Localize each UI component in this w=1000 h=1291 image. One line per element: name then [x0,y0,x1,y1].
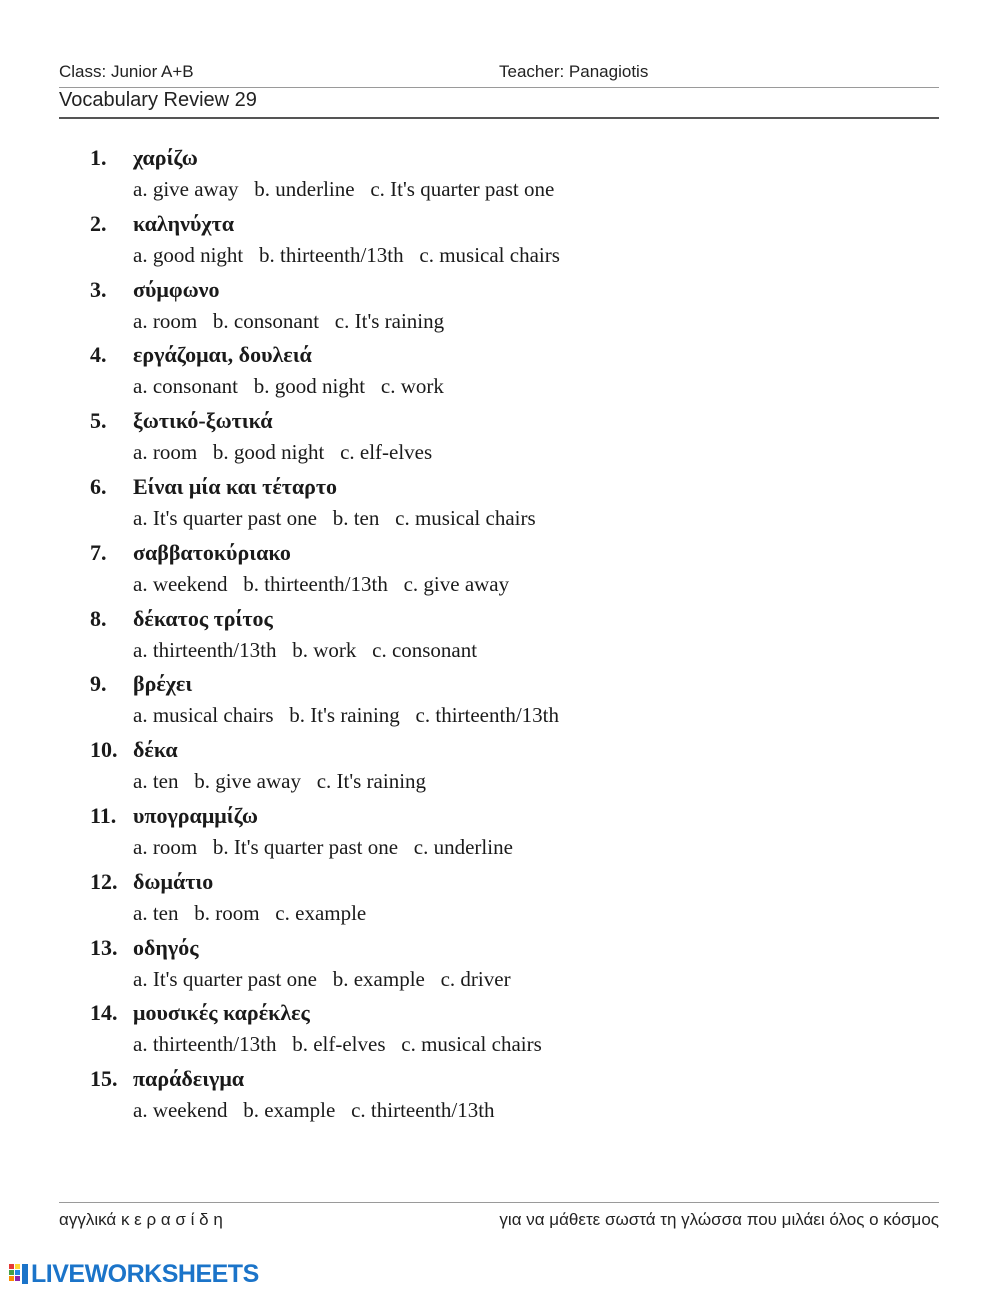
question-word: εργάζομαι, δουλειά [133,342,312,368]
answer-options[interactable]: a. thirteenth/13th b. elf-elves c. musical chairs [133,1032,542,1057]
question-word: Είναι μία και τέταρτο [133,473,338,499]
question-number: 4. [90,342,107,368]
question-number: 7. [90,539,107,565]
answer-options[interactable]: a. room b. It's quarter past one c. underline [133,834,513,859]
question-number: 11. [90,802,117,828]
question-number: 5. [90,408,107,434]
question-word: δέκα [133,737,178,763]
question-word: δωμάτιο [133,868,214,894]
question-word: καληνύχτα [133,210,234,236]
page-title: Vocabulary Review 29 [59,89,257,111]
teacher-label: Teacher: Panagiotis [499,62,649,81]
question-number: 10. [90,737,118,763]
question-item [90,1062,870,1128]
liveworksheets-logo-icon [9,1262,29,1286]
question-number: 15. [90,1066,118,1092]
brand-name: LIVEWORKSHEETS [31,1259,259,1288]
question-word: παράδειγμα [133,1066,245,1092]
answer-options[interactable]: a. thirteenth/13th b. work c. consonant [133,637,478,662]
answer-options[interactable]: a. ten b. give away c. It's raining [133,769,427,794]
answer-options[interactable]: a. It's quarter past one b. example c. driver [133,966,511,991]
header-divider [59,87,939,88]
question-item [90,602,870,668]
question-item [90,799,870,865]
footer-left-text: αγγλικά κ ε ρ α σ ί δ η [59,1210,223,1229]
question-item [90,667,870,733]
answer-options[interactable]: a. give away b. underline c. It's quarter past one [133,177,555,201]
answer-options[interactable]: a. room b. consonant c. It's raining [133,308,445,333]
page-header [59,62,939,86]
footer-right-text: για να μάθετε σωστά τη γλώσσα που μιλάει όλος ο κόσμος [499,1210,939,1229]
question-number: 8. [90,605,107,631]
question-number: 14. [90,1000,118,1026]
question-number: 9. [90,671,107,697]
question-list [90,141,870,1128]
class-label: Class: Junior A+B [59,62,194,81]
question-word: μουσικές καρέκλες [133,1000,310,1026]
question-number: 3. [90,276,107,302]
question-item [90,141,870,207]
question-word: βρέχει [133,671,193,697]
answer-options[interactable]: a. good night b. thirteenth/13th c. musical chairs [133,242,560,267]
question-word: σαββατοκύριακο [133,539,291,565]
question-word: σύμφωνο [133,276,220,302]
question-number: 12. [90,868,118,894]
question-word: χαρίζω [133,145,198,170]
question-number: 13. [90,934,118,960]
title-divider [59,117,939,119]
answer-options[interactable]: a. weekend b. example c. thirteenth/13th [133,1098,495,1123]
answer-options[interactable]: a. It's quarter past one b. ten c. musical chairs [133,505,536,530]
question-item [90,470,870,536]
answer-options[interactable]: a. musical chairs b. It's raining c. thirteenth/13th [133,703,560,728]
question-word: οδηγός [133,934,199,960]
question-word: δέκατος τρίτος [133,605,273,631]
question-number: 6. [90,473,107,499]
question-item [90,338,870,404]
brand-logo[interactable] [9,1260,259,1288]
answer-options[interactable]: a. ten b. room c. example [133,900,367,925]
question-item [90,273,870,339]
question-item [90,931,870,997]
answer-options[interactable]: a. weekend b. thirteenth/13th c. give away [133,571,510,596]
answer-options[interactable]: a. room b. good night c. elf-elves [133,440,433,465]
question-item [90,404,870,470]
question-word: υπογραμμίζω [133,802,258,828]
answer-options[interactable]: a. consonant b. good night c. work [133,374,444,399]
question-number: 2. [90,210,107,236]
question-item [90,996,870,1062]
footer-divider [59,1202,939,1203]
question-word: ξωτικό-ξωτικά [133,408,273,434]
question-item [90,207,870,273]
question-item [90,865,870,931]
question-item [90,536,870,602]
question-item [90,733,870,799]
question-number: 1. [90,145,107,170]
